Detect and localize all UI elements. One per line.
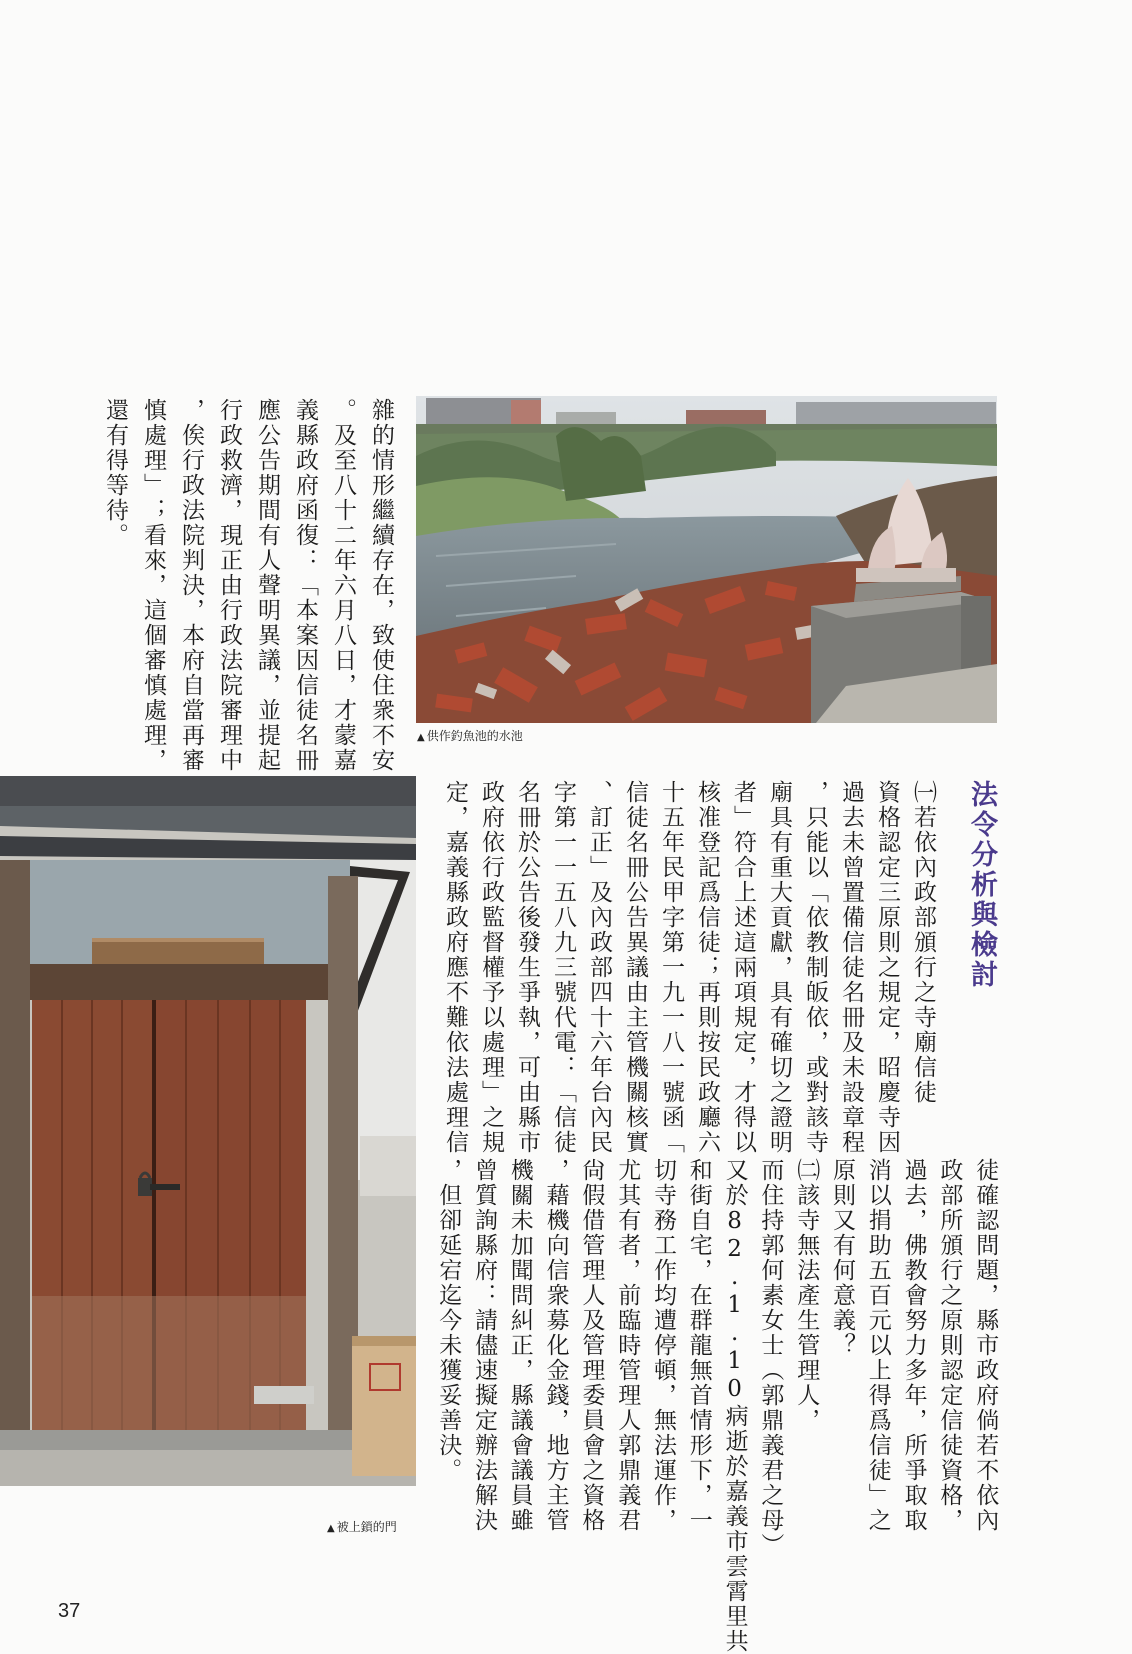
text-column: 義縣政府函復：「本案因信徒名冊 <box>292 398 318 773</box>
text-column: 尙假借管理人及管理委員會之資格 <box>578 1158 605 1533</box>
text-column: 核准登記爲信徒；再則按民政廳六 <box>694 780 720 1155</box>
text-column: 消以捐助五百元以上得爲信徒」之 <box>864 1158 891 1533</box>
text-column: ，俟行政法院判決，本府自當再審 <box>178 398 204 773</box>
text-column: ㈡該寺無法產生管理人， <box>793 1158 820 1433</box>
text-column: 廟具有重大貢獻，具有確切之證明 <box>766 780 792 1155</box>
text-column: ，但卻延宕迄今未獲妥善決。 <box>435 1158 462 1483</box>
text-column: 曾質詢縣府：請儘速擬定辦法解決 <box>471 1158 497 1533</box>
text-column: ，藉機向信衆募化金錢，地方主管 <box>542 1158 569 1533</box>
section-heading: 法令分析與檢討 <box>966 780 997 990</box>
triangle-marker-icon: ▲ <box>417 732 425 743</box>
text-column: 徒確認問題，縣市政府倘若不依內 <box>972 1158 999 1533</box>
text-column: 慎處理」；看來，這個審慎處理， <box>140 398 166 773</box>
text-column: 行政救濟，現正由行政法院審理中 <box>216 398 242 773</box>
middle-text-block <box>436 780 940 1155</box>
door-photo-image <box>0 776 416 1486</box>
text-column: 字第一一五八九三號代電：「信徒 <box>550 780 576 1155</box>
pond-photo <box>416 396 997 723</box>
text-column: 者」符合上述這兩項規定，才得以 <box>730 780 756 1155</box>
text-column: 。及至八十二年六月八日，才蒙嘉 <box>330 398 356 773</box>
text-column: ，只能以「依教制皈依，或對該寺 <box>802 780 828 1155</box>
pond-photo-image <box>416 396 997 723</box>
text-column: 而住持郭何素女士（郭鼎義君之母） <box>757 1158 784 1558</box>
pond-photo-caption <box>417 727 523 744</box>
page-number: 37 <box>58 1600 81 1622</box>
bottom-text-block <box>428 1158 1002 1654</box>
text-column: 雜的情形繼續存在，致使住衆不安 <box>368 398 394 773</box>
door-photo-caption-text: 被上鎖的門 <box>336 1520 397 1534</box>
text-column: 政部所頒行之原則認定信徒資格， <box>936 1158 963 1533</box>
text-column: 應公告期間有人聲明異議，並提起 <box>254 398 280 773</box>
text-column: 十五年民甲字第一九一八一號函「 <box>658 780 684 1155</box>
text-column: 和街自宅，在群龍無首情形下，一 <box>685 1158 712 1533</box>
text-column: 又於82.1.10病逝於嘉義市雲霄里共 <box>721 1158 748 1654</box>
door-photo-caption <box>327 1518 397 1535</box>
text-column: 名冊於公告後發生爭執，可由縣市 <box>514 780 540 1155</box>
text-column: 政府依行政監督權予以處理」之規 <box>478 780 504 1155</box>
text-column: 過去未曾置備信徒名冊及未設章程 <box>838 780 864 1155</box>
text-column: 尤其有者，前臨時管理人郭鼎義君 <box>614 1158 641 1533</box>
text-column: 定，嘉義縣政府應不難依法處理信 <box>442 780 468 1155</box>
text-column: 還有得等待。 <box>102 398 128 548</box>
text-column: 資格認定三原則之規定，昭慶寺因 <box>874 780 900 1155</box>
pond-photo-caption-text: 供作釣魚池的水池 <box>426 729 523 743</box>
text-column: 過去，佛教會努力多年，所爭取取 <box>900 1158 927 1533</box>
text-column: 、訂正」及內政部四十六年台內民 <box>586 780 612 1155</box>
text-column: 信徒名冊公告異議由主管機關核實 <box>622 780 648 1155</box>
top-text-block <box>96 398 400 773</box>
text-column: 機關未加聞問糾正，縣議會議員雖 <box>506 1158 533 1533</box>
text-column: ㈠若依內政部頒行之寺廟信徒 <box>910 780 936 1105</box>
text-column: 切寺務工作均遭停頓，無法運作， <box>650 1158 676 1533</box>
text-column: 原則又有何意義？ <box>829 1158 855 1358</box>
door-photo <box>0 776 416 1486</box>
triangle-marker-icon: ▲ <box>327 1523 335 1534</box>
